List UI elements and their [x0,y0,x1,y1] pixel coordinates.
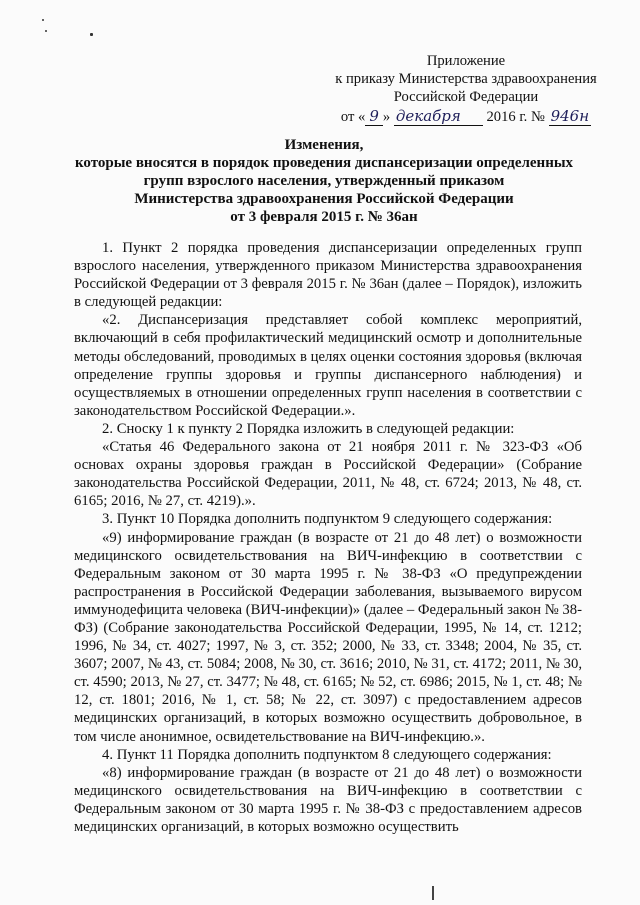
document-body [74,239,582,836]
title-line: групп взрослого населения, утвержденный приказом [143,173,505,189]
date-mid: » [382,109,391,125]
date-year: 2016 г. № [486,109,545,125]
scan-speck [42,19,44,21]
quoted-text: «8) информирование граждан (в возрасте от 21 до 48 лет) о возможности медицинского освидетельствования на ВИЧ-инфекцию в соответствии с Федеральным законом от 30 марта 1995 г. № 38-ФЗ с предоставлением адресов медицинских организаций, в которых возможно осуществить [74,764,582,835]
header-line: Приложение [426,53,506,69]
header-line: Российской Федерации [393,89,539,105]
quoted-text: «9) информирование граждан (в возрасте от 21 до 48 лет) о возможности медицинского освидетельствования на ВИЧ-инфекцию в соответствии с Федеральным законом от 30 марта 1995 г. № 38-ФЗ «О предупреждении распространения в Российской Федерации заболевания, вызываемого вирусом иммунодефицита человека (ВИЧ-инфекции)» (далее – Федеральный закон № 38-ФЗ) (Собрание законодательства Российской Федерации, 1995, № 14, ст. 1212; 1996, № 34, ст. 4027; 1997, № 3, ст. 352; 2000, № 33, ст. 3348; 2004, № 35, ст. 3607; 2007, № 43, ст. 5084; 2008, № 30, ст. 3616; 2010, № 31, ст. 4172; 2011, № 30, ст. 4590; 2013, № 27, ст. 3477; № 48, ст. 6165; № 52, ст. 6986; 2015, № 1, ст. 48; № 12, ст. 1801; 2016, № 1, ст. 58; № 22, ст. 3097) с предоставлением адресов медицинских организаций, в которых возможно осуществить добровольное, в том числе анонимное, освидетельствование на ВИЧ-инфекцию.». [74,529,582,745]
header-line: к приказу Министерства здравоохранения [335,71,597,87]
paragraph-item-4: 4. Пункт 11 Порядка дополнить подпунктом 8 следующего содержания: [102,746,552,763]
scan-mark [432,886,434,900]
handwritten-order-number: 946н [550,107,590,125]
title-line: Изменения, [284,137,364,153]
order-date-line [316,107,616,126]
title-line: которые вносятся в порядок проведения диспансеризации определенных [74,155,574,171]
paragraph-item-1: 1. Пункт 2 порядка проведения диспансеризации определенных групп взрослого населения, утвержденного приказом Министерства здравоохранения Российской Федерации от 3 февраля 2015 г. № 36ан (далее – Порядок), изложить в следующей редакции: [74,240,582,311]
quoted-text: «Статья 46 Федерального закона от 21 ноября 2011 г. № 323-ФЗ «Об основах охраны здоровья граждан в Российской Федерации» (Собрание законодательства Российской Федерации, 2011, № 48, ст. 6724; 2013, № 48, ст. 6165; 2016, № 27, ст. 4219).». [74,439,582,510]
paragraph-item-3: 3. Пункт 10 Порядка дополнить подпунктом 9 следующего содержания: [102,511,553,528]
date-prefix: от « [340,109,366,125]
scan-speck [45,30,47,32]
scan-speck [90,33,93,36]
appendix-header [316,52,616,125]
document-title [60,136,588,226]
handwritten-month: декабря [394,107,483,126]
handwritten-day: 9 [365,107,383,126]
quoted-text: «2. Диспансеризация представляет собой комплекс мероприятий, включающий в себя профилактический медицинский осмотр и дополнительные методы обследований, проводимых в целях оценки состояния здоровья (включая определение группы здоровья и группы диспансерного наблюдения) и осуществляемых в отношении определенных групп населения в соответствии с законодательством Российской Федерации.». [74,312,582,419]
title-line: от 3 февраля 2015 г. № 36ан [230,209,418,225]
paragraph-item-2: 2. Сноску 1 к пункту 2 Порядка изложить в следующей редакции: [102,420,515,437]
title-line: Министерства здравоохранения Российской Федерации [134,191,514,207]
